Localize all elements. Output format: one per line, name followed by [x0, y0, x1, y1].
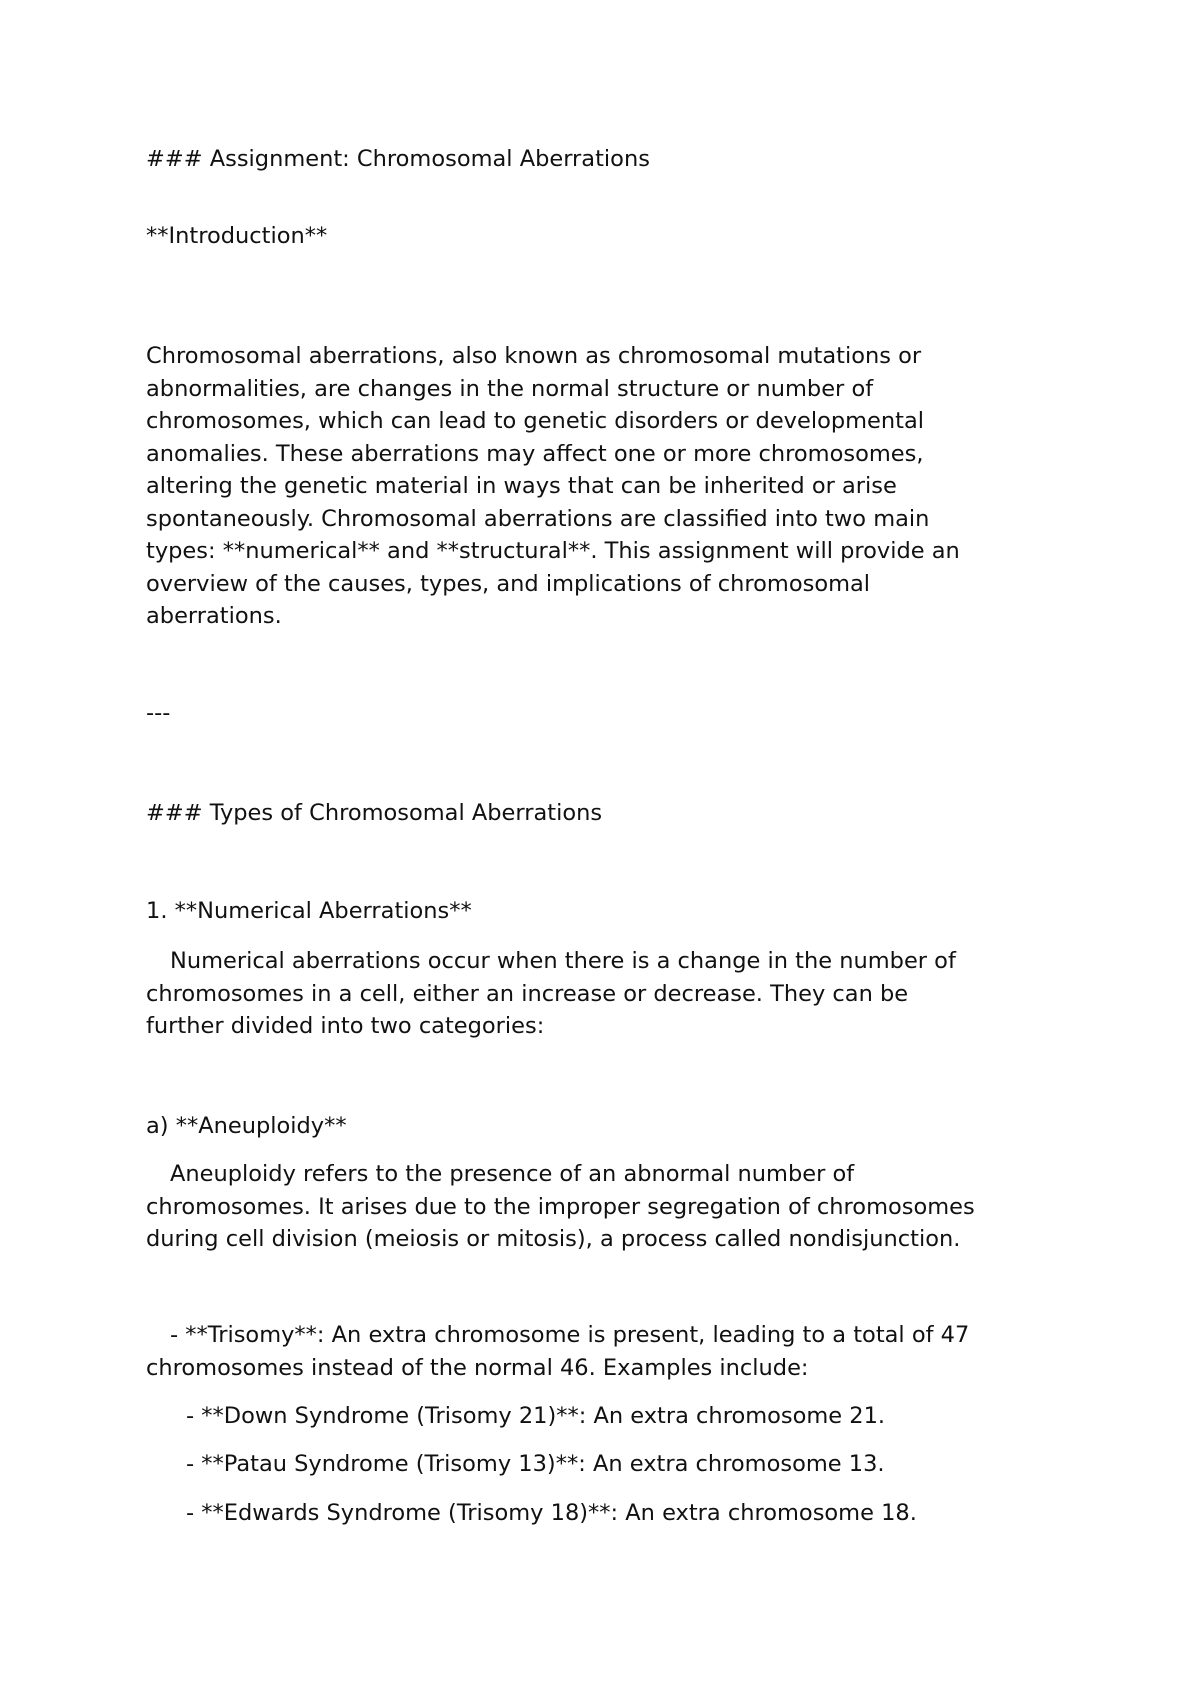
aneuploidy-line: chromosomes. It arises due to the improper segregation of chromosomes	[146, 1193, 975, 1220]
list-item: - **Patau Syndrome (Trisomy 13)**: An extra chromosome 13.	[186, 1451, 885, 1477]
numerical-line: chromosomes in a cell, either an increase or decrease. They can be	[146, 980, 909, 1007]
numerical-line: Numerical aberrations occur when there is a change in the number of	[170, 948, 956, 974]
intro-line: chromosomes, which can lead to genetic disorders or developmental	[146, 408, 925, 434]
intro-line: Chromosomal aberrations, also known as chromosomal mutations or	[146, 343, 922, 369]
section-separator: ---	[146, 700, 171, 726]
aneuploidy-line: Aneuploidy refers to the presence of an abnormal number of	[170, 1161, 855, 1187]
intro-line: overview of the causes, types, and implications of chromosomal	[146, 570, 871, 597]
intro-line: types: **numerical** and **structural**. This assignment will provide an	[146, 538, 960, 564]
aneuploidy-title: a) **Aneuploidy**	[146, 1113, 347, 1139]
trisomy-line: chromosomes instead of the normal 46. Examples include:	[146, 1354, 809, 1381]
intro-line: anomalies. These aberrations may affect one or more chromosomes,	[146, 440, 924, 467]
list-item: - **Down Syndrome (Trisomy 21)**: An extra chromosome 21.	[186, 1403, 886, 1429]
list-item: - **Edwards Syndrome (Trisomy 18)**: An extra chromosome 18.	[186, 1500, 917, 1526]
types-heading: ### Types of Chromosomal Aberrations	[146, 800, 603, 826]
introduction-label: **Introduction**	[146, 223, 328, 249]
assignment-heading: ### Assignment: Chromosomal Aberrations	[146, 146, 650, 172]
numerical-aberrations-title: 1. **Numerical Aberrations**	[146, 898, 472, 924]
numerical-line: further divided into two categories:	[146, 1013, 545, 1039]
intro-line: aberrations.	[146, 603, 282, 629]
intro-line: altering the genetic material in ways that can be inherited or arise	[146, 473, 897, 499]
intro-line: spontaneously. Chromosomal aberrations are classified into two main	[146, 505, 930, 532]
aneuploidy-line: during cell division (meiosis or mitosis), a process called nondisjunction.	[146, 1226, 961, 1252]
trisomy-line: - **Trisomy**: An extra chromosome is present, leading to a total of 47	[170, 1322, 970, 1348]
intro-line: abnormalities, are changes in the normal structure or number of	[146, 375, 874, 402]
